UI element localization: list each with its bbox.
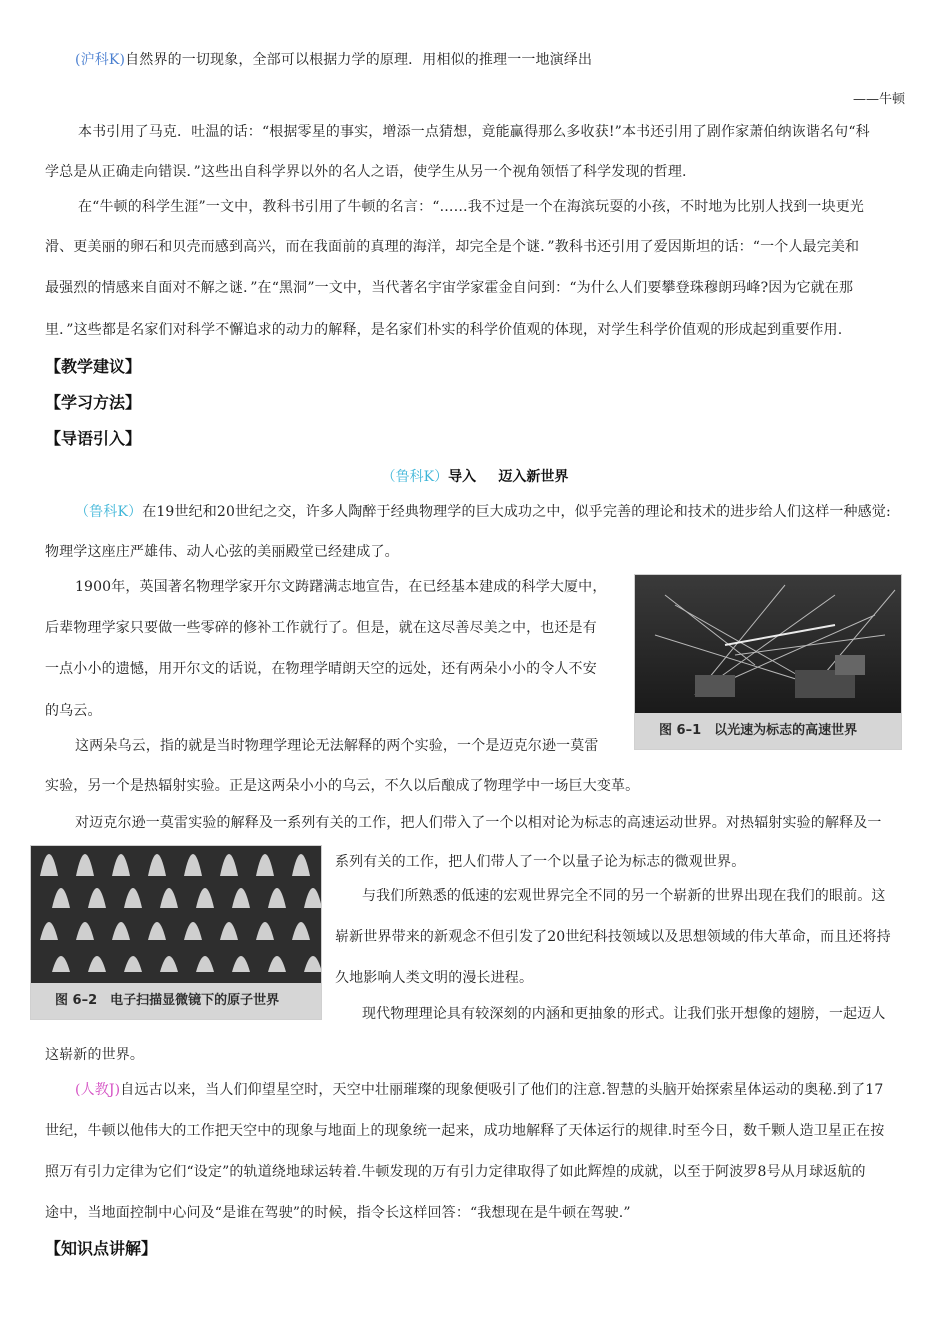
right-col-line1: 系列有关的工作，把人们带人了一个以量子论为标志的微观世界。	[335, 854, 746, 870]
para2-line2: 滑、更美丽的卵石和贝壳而感到高兴，而在我面前的真理的海洋，却完全是个谜．”教科书还引用了爱因斯坦的话：“一个人最完美和	[45, 239, 860, 255]
clouds-line2: 实验，另一个是热辐射实验。正是这两朵小小的乌云，不久以后酿成了物理学中一场巨大变革。	[45, 778, 640, 794]
rj-line4: 途中，当地面控制中心问及“是谁在驾驶”的时候，指令长这样回答：“我想现在是牛顿在驾驶.”	[45, 1205, 631, 1221]
figure-atomic-world	[30, 845, 322, 1020]
quote-attribution: ——牛顿	[852, 92, 905, 107]
quote-text: 自然界的一切现象，全部可以根据力学的原理．用相似的推理一一地演绎出	[125, 52, 593, 68]
rj-line2: 世纪，牛顿以他伟大的工作把天空中的现象与地面上的现象统一起来，成功地解释了天体运行的规律.时至今日，数千颗人造卫星正在按	[45, 1123, 885, 1139]
atoms-image	[31, 846, 321, 983]
mm-line: 对迈克尔逊一莫雷实验的解释及一系列有关的工作，把人们带入了一个以相对论为标志的高速运动世界。对热辐射实验的解释及一	[75, 815, 882, 831]
rj-text: 自远古以来，当人们仰望星空时，天空中壮丽璀璨的现象便吸引了他们的注意.智慧的头脑开始探索星体运动的奥秘.到了17	[120, 1082, 884, 1098]
section-title	[0, 467, 950, 487]
rj-source-tag: (人教J)	[75, 1082, 121, 1098]
clouds-line1: 这两朵乌云，指的就是当时物理学理论无法解释的两个实验，一个是迈克尔逊一莫雷	[75, 738, 599, 754]
section-source-tag: （鲁科K）	[381, 469, 449, 485]
section-label: 导入	[448, 469, 477, 485]
kelvin-line3: 一点小小的遗憾，用开尔文的话说，在物理学晴朗天空的远处，还有两朵小小的令人不安	[45, 661, 597, 677]
kelvin-line1: 1900年，英国著名物理学家开尔文踌躇满志地宣告，在已经基本建成的科学大厦中，	[75, 579, 607, 595]
right-col-line3: 崭新世界带来的新观念不但引发了20世纪科技领域以及思想领域的伟大革命，而且还将持	[335, 929, 891, 945]
heading-learning-methods: 【学习方法】	[45, 393, 142, 412]
para2-line1: 在“牛顿的科学生涯”一文中，教科书引用了牛顿的名言：“……我不过是一个在海滨玩耍的小孩，不时地为比别人找到一块更光	[78, 199, 865, 215]
para1-line1: 本书引用了马克．吐温的话：“根据零星的事实，增添一点猜想，竟能赢得那么多收获!”本书还引用了剧作家萧伯纳诙谐名句“科	[78, 124, 870, 140]
rj-line1	[75, 1080, 910, 1100]
lk-para-line1	[75, 502, 910, 522]
para2-line4: 里．”这些都是名家们对科学不懈追求的动力的解释，是名家们朴实的科学价值观的体现，对学生科学价值观的形成起到重要作用.	[45, 322, 843, 338]
lk-text: 在19世纪和20世纪之交，许多人陶醉于经典物理学的巨大成功之中，似乎完善的理论和技术的进步给人们这样一种感觉:	[142, 504, 891, 520]
quote-source-tag: (沪科K)	[75, 52, 126, 68]
figure1-caption: 图 6–1 以光速为标志的高速世界	[635, 713, 901, 749]
right-col-line4: 久地影响人类文明的漫长进程。	[335, 970, 534, 986]
lk-source-tag: （鲁科K）	[75, 504, 143, 520]
kelvin-line2: 后辈物理学家只要做一些零碎的修补工作就行了。但是，就在这尽善尽美之中，也还是有	[45, 620, 597, 636]
para2-line3: 最强烈的情感来自面对不解之谜．”在“黑洞”一文中，当代著名宇宙学家霍金自问到：“为什么人们要攀登珠穆朗玛峰?因为它就在那	[45, 280, 854, 296]
newton-quote	[75, 50, 937, 70]
heading-knowledge-points: 【知识点讲解】	[45, 1239, 158, 1258]
section-heading: 迈入新世界	[498, 469, 569, 485]
heading-introduction: 【导语引入】	[45, 429, 142, 448]
kelvin-line4: 的乌云。	[45, 703, 102, 719]
figure2-caption: 图 6–2 电子扫描显微镜下的原子世界	[31, 983, 321, 1019]
new-world-end: 这崭新的世界。	[45, 1047, 145, 1063]
heading-teaching-suggestions: 【教学建议】	[45, 357, 142, 376]
para1-line2: 学总是从正确走向错误．”这些出自科学界以外的名人之语，使学生从另一个视角领悟了科学发现的哲理.	[45, 164, 687, 180]
rj-line3: 照万有引力定律为它们“设定”的轨道绕地球运转着.牛顿发现的万有引力定律取得了如此辉煌的成就，以至于阿波罗8号从月球返航的	[45, 1164, 866, 1180]
right-col-line2: 与我们所熟悉的低速的宏观世界完全不同的另一个崭新的世界出现在我们的眼前。这	[362, 888, 886, 904]
figure-high-speed-world	[634, 574, 902, 750]
light-beams-image	[635, 575, 901, 713]
right-col-line5: 现代物理理论具有较深刻的内涵和更抽象的形式。让我们张开想像的翅膀，一起迈人	[362, 1006, 886, 1022]
lk-para-line2: 物理学这座庄严雄伟、动人心弦的美丽殿堂已经建成了。	[45, 544, 399, 560]
